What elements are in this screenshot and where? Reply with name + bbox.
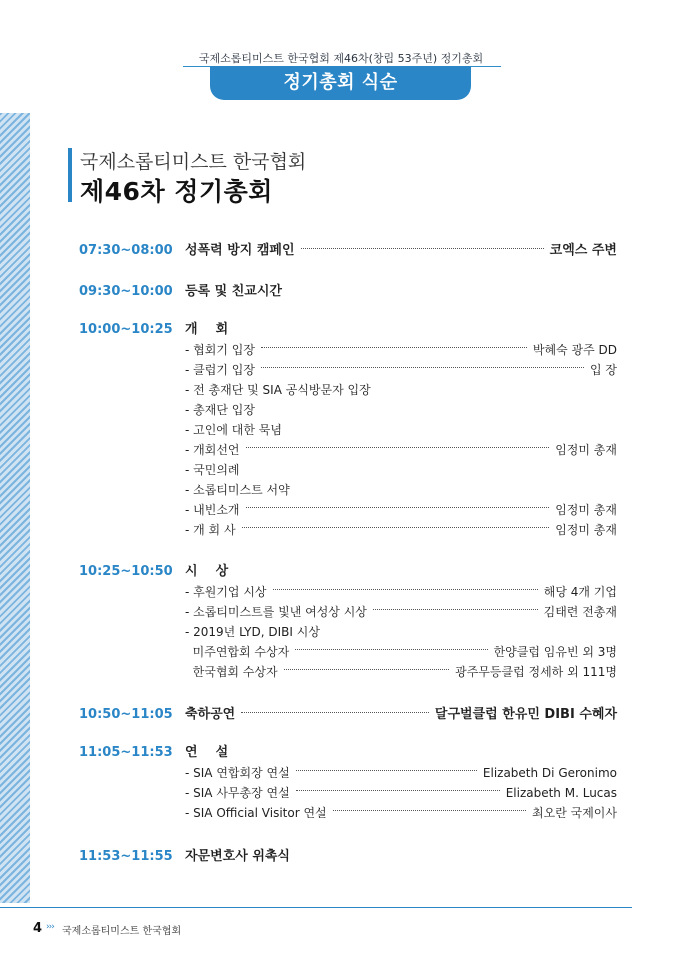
item-presenter: 입 장 xyxy=(590,363,617,377)
item-label: - 총재단 입장 xyxy=(185,403,255,417)
item-presenter: Elizabeth M. Lucas xyxy=(505,786,617,800)
schedule-subitem xyxy=(185,361,617,379)
side-stripe-decoration xyxy=(0,113,30,903)
schedule-subitem xyxy=(185,421,617,439)
item-presenter: 광주무등클럽 정세하 외 111명 xyxy=(455,665,617,679)
item-label: 시 상 xyxy=(185,564,229,579)
item-label: - 고인에 대한 묵념 xyxy=(185,423,282,437)
item-label: 미주연합회 수상자 xyxy=(185,645,290,659)
item-presenter: Elizabeth Di Geronimo xyxy=(482,766,617,780)
dot-leader xyxy=(261,367,584,368)
schedule-time: 11:05~11:53 xyxy=(79,745,173,760)
schedule-item xyxy=(185,706,617,724)
schedule-subitem xyxy=(185,501,617,519)
item-label: - 협회기 입장 xyxy=(185,343,255,357)
schedule-subitem xyxy=(185,784,617,802)
schedule-subitem xyxy=(185,804,617,822)
item-label: - 소롭티미스트 서약 xyxy=(185,483,290,497)
item-label: 개 회 xyxy=(185,322,229,337)
page-header-subtitle: 국제소롭티미스트 한국협회 제46차(창립 53주년) 정기총회 xyxy=(198,52,484,65)
schedule-time: 10:25~10:50 xyxy=(79,564,173,579)
schedule-item xyxy=(185,848,617,866)
schedule-item xyxy=(185,563,617,581)
title-event: 제46차 정기총회 xyxy=(80,177,273,206)
item-presenter: 달구벌클럽 한유민 DIBI 수혜자 xyxy=(434,707,617,722)
item-label: 등록 및 친교시간 xyxy=(185,284,282,299)
dot-leader xyxy=(295,649,487,650)
schedule-time: 11:53~11:55 xyxy=(79,849,173,864)
schedule-time: 09:30~10:00 xyxy=(79,284,173,299)
item-label: 자문변호사 위촉식 xyxy=(185,849,290,864)
dot-leader xyxy=(301,248,544,249)
item-label: 성폭력 방지 캠페인 xyxy=(185,243,295,258)
schedule-item xyxy=(185,242,617,260)
section-tab: 정기총회 식순 xyxy=(210,66,471,100)
schedule-subitem xyxy=(185,341,617,359)
item-presenter: 한양클럽 임유빈 외 3명 xyxy=(493,645,617,659)
item-label: 축하공연 xyxy=(185,707,236,722)
item-label: - 개회선언 xyxy=(185,443,240,457)
schedule-subitem xyxy=(185,663,617,681)
item-presenter: 임정미 총재 xyxy=(555,443,617,457)
schedule-item xyxy=(185,744,617,762)
schedule-subitem xyxy=(185,381,617,399)
schedule-subitem xyxy=(185,583,617,601)
item-presenter: 박혜숙 광주 DD xyxy=(532,343,617,357)
schedule-subitem xyxy=(185,603,617,621)
dot-leader xyxy=(296,770,477,771)
item-presenter: 임정미 총재 xyxy=(555,503,617,517)
item-label: - 내빈소개 xyxy=(185,503,240,517)
dot-leader xyxy=(242,527,550,528)
item-label: - SIA 연합회장 연설 xyxy=(185,766,290,780)
item-presenter: 김태련 전총재 xyxy=(543,605,617,619)
schedule-subitem xyxy=(185,481,617,499)
schedule-time: 10:00~10:25 xyxy=(79,322,173,337)
schedule-subitem xyxy=(185,401,617,419)
item-label: - 클럽기 입장 xyxy=(185,363,255,377)
item-label: - 2019년 LYD, DIBI 시상 xyxy=(185,625,320,639)
dot-leader xyxy=(284,669,450,670)
schedule-item xyxy=(185,283,617,301)
dot-leader xyxy=(373,609,538,610)
dot-leader xyxy=(241,712,429,713)
item-label: - SIA 사무총장 연설 xyxy=(185,786,290,800)
schedule-subitem xyxy=(185,764,617,782)
schedule-time: 07:30~08:00 xyxy=(79,243,173,258)
item-label: - 소롭티미스트를 빛낸 여성상 시상 xyxy=(185,605,367,619)
schedule-subitem xyxy=(185,441,617,459)
dot-leader xyxy=(246,507,550,508)
schedule-item xyxy=(185,321,617,339)
schedule-time: 10:50~11:05 xyxy=(79,707,173,722)
dot-leader xyxy=(273,589,538,590)
footer-page-number: 4 xyxy=(33,921,43,936)
item-presenter: 최오란 국제이사 xyxy=(532,806,617,820)
item-presenter: 해당 4개 기업 xyxy=(543,585,617,599)
dot-leader xyxy=(261,347,527,348)
title-accent-bar xyxy=(68,148,72,202)
item-label: - 후원기업 시상 xyxy=(185,585,267,599)
item-presenter: 임정미 총재 xyxy=(555,523,617,537)
title-organization: 국제소롭티미스트 한국협회 xyxy=(80,151,307,173)
item-label: 연 설 xyxy=(185,745,229,760)
item-label: - 개 회 사 xyxy=(185,523,236,537)
dot-leader xyxy=(333,810,526,811)
footer-arrow-icon: ››› xyxy=(46,922,54,932)
item-presenter: 코엑스 주변 xyxy=(549,243,617,258)
footer-organization: 국제소롭티미스트 한국협회 xyxy=(62,926,182,937)
item-label: - 전 총재단 및 SIA 공식방문자 입장 xyxy=(185,383,371,397)
schedule-subitem xyxy=(185,461,617,479)
dot-leader xyxy=(246,447,550,448)
item-label: - 국민의례 xyxy=(185,463,240,477)
schedule-subitem xyxy=(185,521,617,539)
item-label: 한국협회 수상자 xyxy=(185,665,278,679)
schedule-subitem xyxy=(185,643,617,661)
dot-leader xyxy=(296,790,500,791)
footer-rule xyxy=(0,907,632,908)
item-label: - SIA Official Visitor 연설 xyxy=(185,806,327,820)
schedule-subitem xyxy=(185,623,617,641)
